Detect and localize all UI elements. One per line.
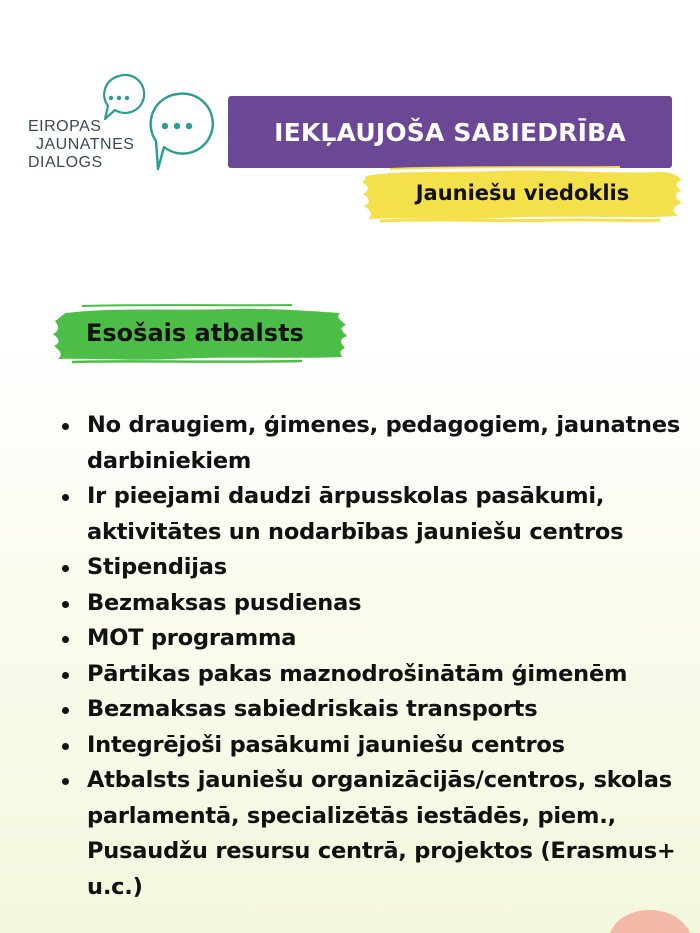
list-item-text: Stipendijas xyxy=(87,554,227,580)
bullet-icon xyxy=(62,601,69,608)
list-item xyxy=(62,550,682,586)
list-item xyxy=(62,657,682,693)
list-item xyxy=(62,621,682,657)
list-item-text: No draugiem, ģimenes, pedagogiem, jaunatnes darbiniekiem xyxy=(87,412,681,474)
bullet-icon xyxy=(62,778,69,785)
subtitle: Jauniešu viedoklis xyxy=(415,181,630,205)
list-item-text: Integrējoši pasākumi jauniešu centros xyxy=(87,731,565,758)
logo-line-2: JAUNATNES xyxy=(36,136,135,153)
bullet-icon xyxy=(62,707,69,714)
title-banner xyxy=(228,96,672,168)
bullet-icon xyxy=(62,743,69,750)
logo xyxy=(28,72,218,187)
list-item xyxy=(62,728,682,764)
logo-line-3: DIALOGS xyxy=(28,154,103,171)
list-item-text: Bezmaksas sabiedriskais transports xyxy=(87,696,538,722)
list-item xyxy=(62,763,682,905)
bullet-icon xyxy=(62,423,69,430)
logo-line-1: EIROPAS xyxy=(28,118,102,135)
subtitle-banner xyxy=(360,160,685,226)
bullet-icon xyxy=(62,636,69,643)
page-title: IEKĻAUJOŠA SABIEDRĪBA xyxy=(274,117,626,147)
list-item xyxy=(62,479,682,550)
list-item xyxy=(62,586,682,622)
list-item-text: Atbalsts jauniešu organizācijās/centros, skolas parlamentā, specializētās iestādēs, piem., Pusaudžu resursu centrā, projektos (Erasmus+ u.c.) xyxy=(87,767,676,900)
bullet-icon xyxy=(62,565,69,572)
list-item-text: Ir pieejami daudzi ārpusskolas pasākumi, aktivitātes un nodarbības jauniešu centros xyxy=(87,483,624,545)
list-item-text: Pārtikas pakas maznodrošinātām ģimenēm xyxy=(87,660,628,687)
section-heading-banner xyxy=(52,301,348,365)
logo-text xyxy=(28,118,134,172)
list-item-text: MOT programma xyxy=(87,625,297,651)
decorative-corner-shape xyxy=(610,908,700,933)
section-heading: Esošais atbalsts xyxy=(86,319,304,347)
list-item xyxy=(62,692,682,728)
bullet-icon xyxy=(62,494,69,501)
bullet-icon xyxy=(62,672,69,679)
list-item-text: Bezmaksas pusdienas xyxy=(87,589,362,616)
list-item xyxy=(62,408,682,479)
support-list xyxy=(62,408,682,905)
